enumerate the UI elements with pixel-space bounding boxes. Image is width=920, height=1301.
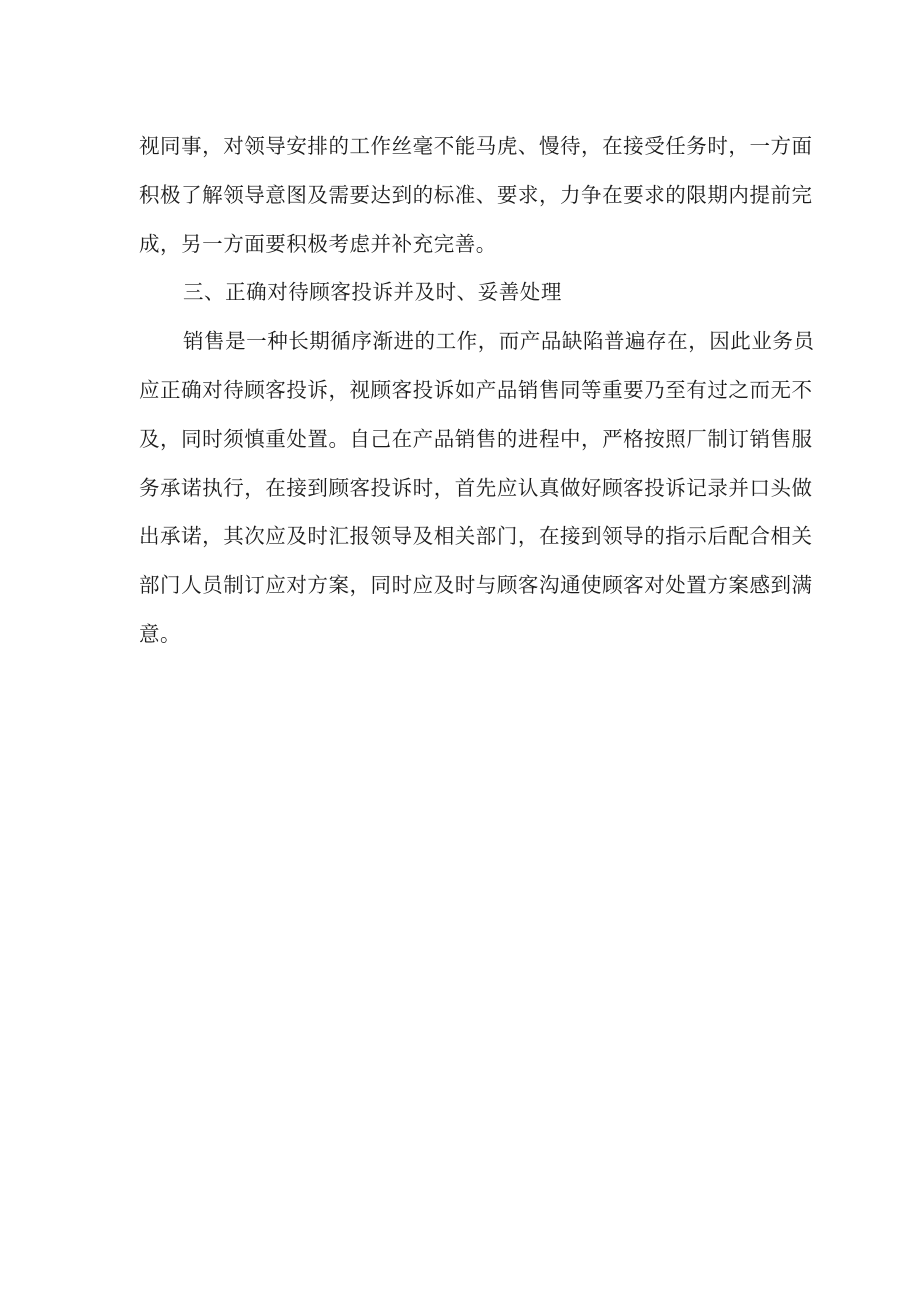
paragraph-2-line: 应正确对待顾客投诉，视顾客投诉如产品销售同等重要乃至有过之而无不	[139, 377, 813, 402]
paragraph-1-line: 积极了解领导意图及需要达到的标准、要求，力争在要求的限期内提前完	[139, 182, 813, 207]
paragraph-2-line: 务承诺执行，在接到顾客投诉时，首先应认真做好顾客投诉记录并口头做	[139, 475, 813, 500]
document-body	[139, 122, 815, 659]
section-heading: 三、正确对待顾客投诉并及时、妥善处理	[183, 280, 562, 305]
paragraph-1-line: 成，另一方面要积极考虑并补充完善。	[139, 231, 497, 256]
paragraph-2-line: 出承诺，其次应及时汇报领导及相关部门，在接到领导的指示后配合相关	[139, 524, 813, 549]
paragraph-2-line: 销售是一种长期循序渐进的工作，而产品缺陷普遍存在，因此业务员	[183, 329, 815, 354]
paragraph-2-line: 部门人员制订应对方案，同时应及时与顾客沟通使顾客对处置方案感到满	[139, 573, 813, 598]
paragraph-1-line: 视同事，对领导安排的工作丝毫不能马虎、慢待，在接受任务时，一方面	[139, 134, 813, 158]
paragraph-2-line: 及，同时须慎重处置。自己在产品销售的进程中，严格按照厂制订销售服	[139, 426, 813, 451]
paragraph-2-line: 意。	[139, 621, 182, 646]
